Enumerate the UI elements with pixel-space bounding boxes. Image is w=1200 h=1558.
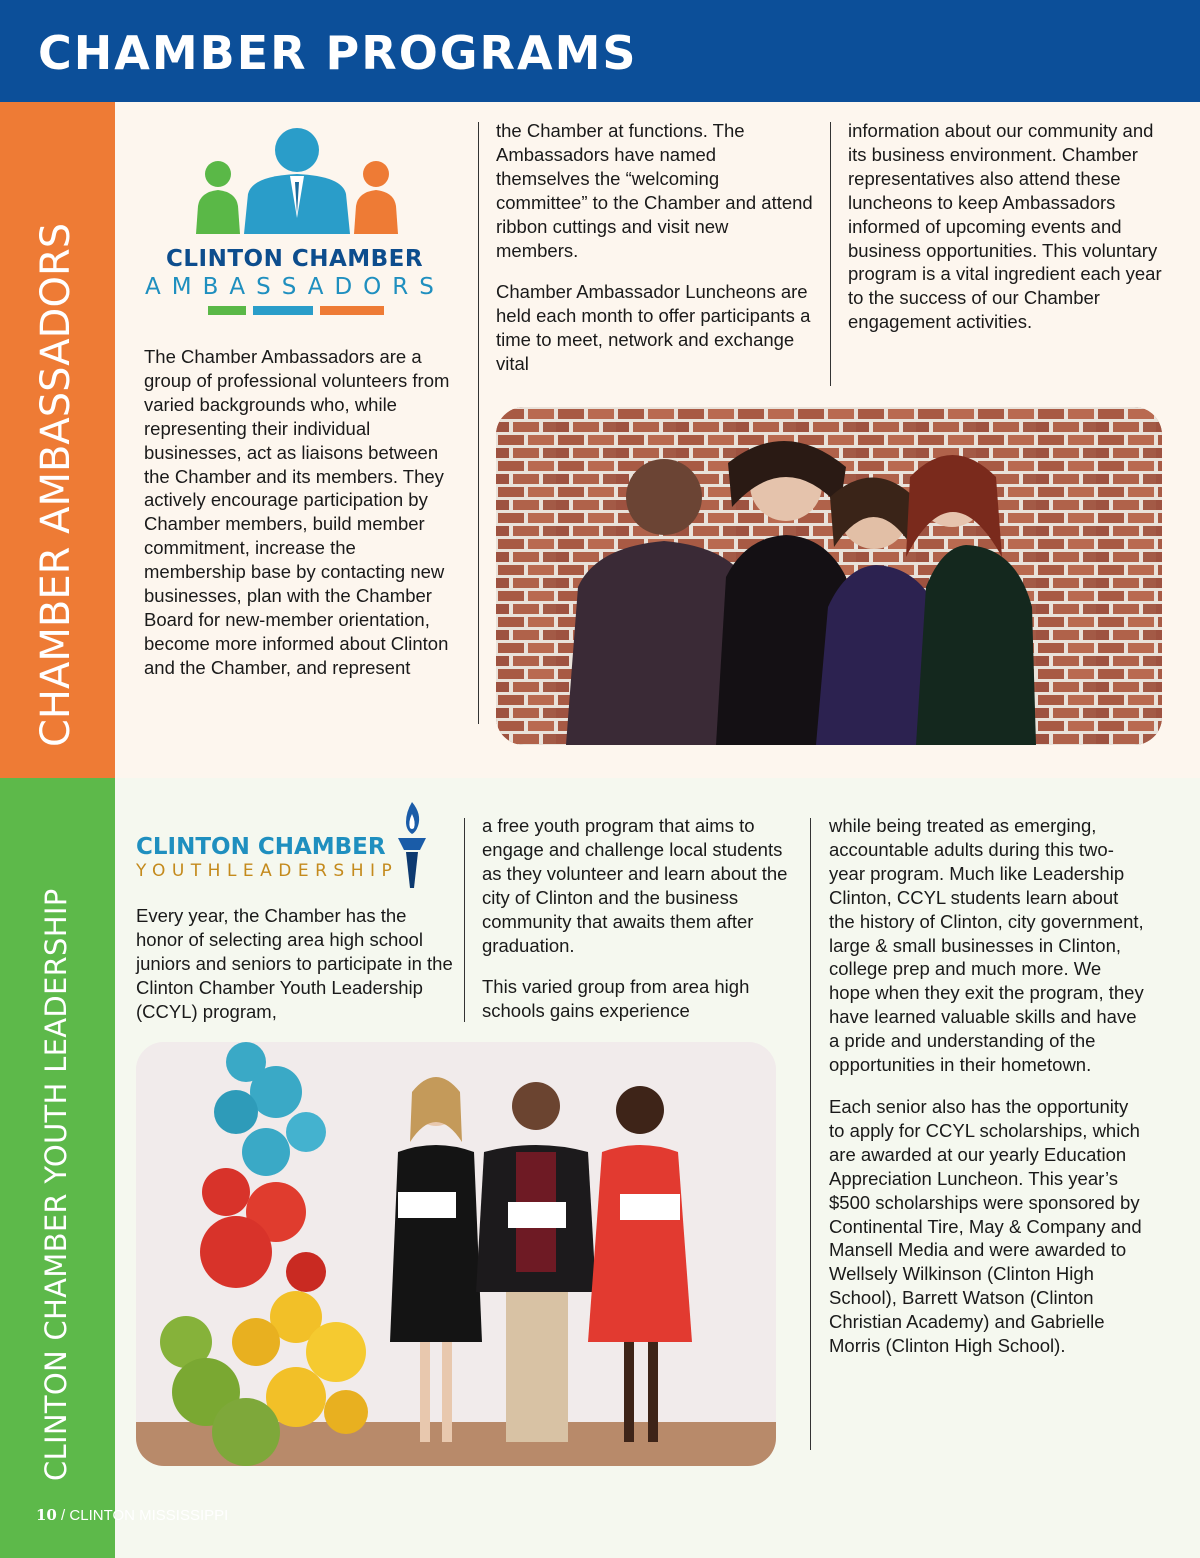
youth-leadership-logo xyxy=(134,800,444,890)
ambassadors-photo xyxy=(496,407,1162,745)
youth-col3 xyxy=(829,814,1147,1376)
ambassadors-col2-para1: the Chamber at functions. The Ambassadors have named themselves the “welcoming committee” to the Chamber and attend ribbon cuttings and visit new members. xyxy=(496,120,813,261)
youth-photo-illustration xyxy=(136,1042,776,1466)
youth-logo-line1: CLINTON CHAMBER xyxy=(136,834,386,860)
ambassadors-col2 xyxy=(496,119,814,394)
footer-publication: CLINTON MISSISSIPPI xyxy=(69,1507,229,1524)
logo-bar-blue xyxy=(253,306,313,315)
youth-col2 xyxy=(482,814,800,1041)
ambassadors-side-bar xyxy=(0,102,115,778)
youth-scholarship-photo xyxy=(136,1042,776,1466)
page-number: 10 xyxy=(36,1506,57,1524)
page-header xyxy=(0,0,1200,102)
ambassadors-col3 xyxy=(848,119,1166,352)
youth-col1 xyxy=(136,904,454,1042)
youth-col2-para1: a free youth program that aims to engage and challenge local students as they volunteer and learn about the city of Clinton and the business community that awaits them after graduation. xyxy=(482,815,788,956)
people-silhouettes-icon xyxy=(140,122,450,242)
ambassadors-logo-line2: AMBASSADORS xyxy=(145,274,445,300)
youth-logo-line2: YOUTHLEADERSHIP xyxy=(136,861,399,881)
logo-bar-green xyxy=(208,306,246,315)
ambassadors-logo xyxy=(140,122,450,322)
torch-icon xyxy=(392,800,432,890)
column-divider xyxy=(810,818,811,1450)
youth-col3-para2: Each senior also has the opportunity to apply for CCYL scholarships, which are awarded at our yearly Education Appreciation Luncheon. This year’s $500 scholarships were sponsored by Continental Tire, May & Company and Mansell Media and were awarded to Wellsely Wilkinson (Clinton High School), Barrett Watson (Clinton Christian Academy) and Gabrielle Morris (Clinton High School). xyxy=(829,1095,1142,1357)
logo-bar-orange xyxy=(320,306,384,315)
ambassadors-col2-para2: Chamber Ambassador Luncheons are held each month to offer participants a time to meet, network and exchange vital xyxy=(496,281,811,375)
ambassadors-col1-text: The Chamber Ambassadors are a group of professional volunteers from varied backgrounds who, while representing their individual businesses, act as liaisons between the Chamber and its members. They actively encourage participation by Chamber members, build member commitment, increase the membership base by contacting new businesses, plan with the Chamber Board for new-member orientation, become more informed about Clinton and the Chamber, and represent xyxy=(144,346,450,678)
youth-col1-text: Every year, the Chamber has the honor of selecting area high school juniors and seniors to participate in the Clinton Chamber Youth Leadership (CCYL) program, xyxy=(136,905,453,1022)
ambassadors-side-label: CHAMBER AMBASSADORS xyxy=(33,222,79,747)
column-divider xyxy=(830,122,831,386)
footer-separator: / xyxy=(56,1507,70,1524)
column-divider xyxy=(464,818,465,1022)
column-divider xyxy=(478,122,479,724)
youth-col3-para1: while being treated as emerging, accountable adults during this two-year program. Much like Leadership Clinton, CCYL students learn about the history of Clinton, city government, large & small businesses in Clinton, college prep and much more. We hope when they exit the program, they have learned valuable skills and have a pride and understanding of the opportunities in their hometown. xyxy=(829,815,1144,1076)
page-title: CHAMBER PROGRAMS xyxy=(38,26,638,80)
youth-side-bar xyxy=(0,778,115,1558)
ambassadors-logo-line1: CLINTON CHAMBER xyxy=(166,246,424,272)
page-footer xyxy=(36,1506,228,1524)
youth-side-label: CLINTON CHAMBER YOUTH LEADERSHIP xyxy=(39,888,73,1481)
ambassadors-col3-text: information about our community and its business environment. Chamber representatives also attend these luncheons to keep Ambassadors informed of upcoming events and business opportunities. This voluntary program is a vital ingredient each year to the success of our Chamber engagement activities. xyxy=(848,120,1162,333)
ambassadors-photo-illustration xyxy=(496,407,1162,745)
youth-col2-para2: This varied group from area high schools gains experience xyxy=(482,976,750,1022)
ambassadors-col1 xyxy=(144,345,462,698)
